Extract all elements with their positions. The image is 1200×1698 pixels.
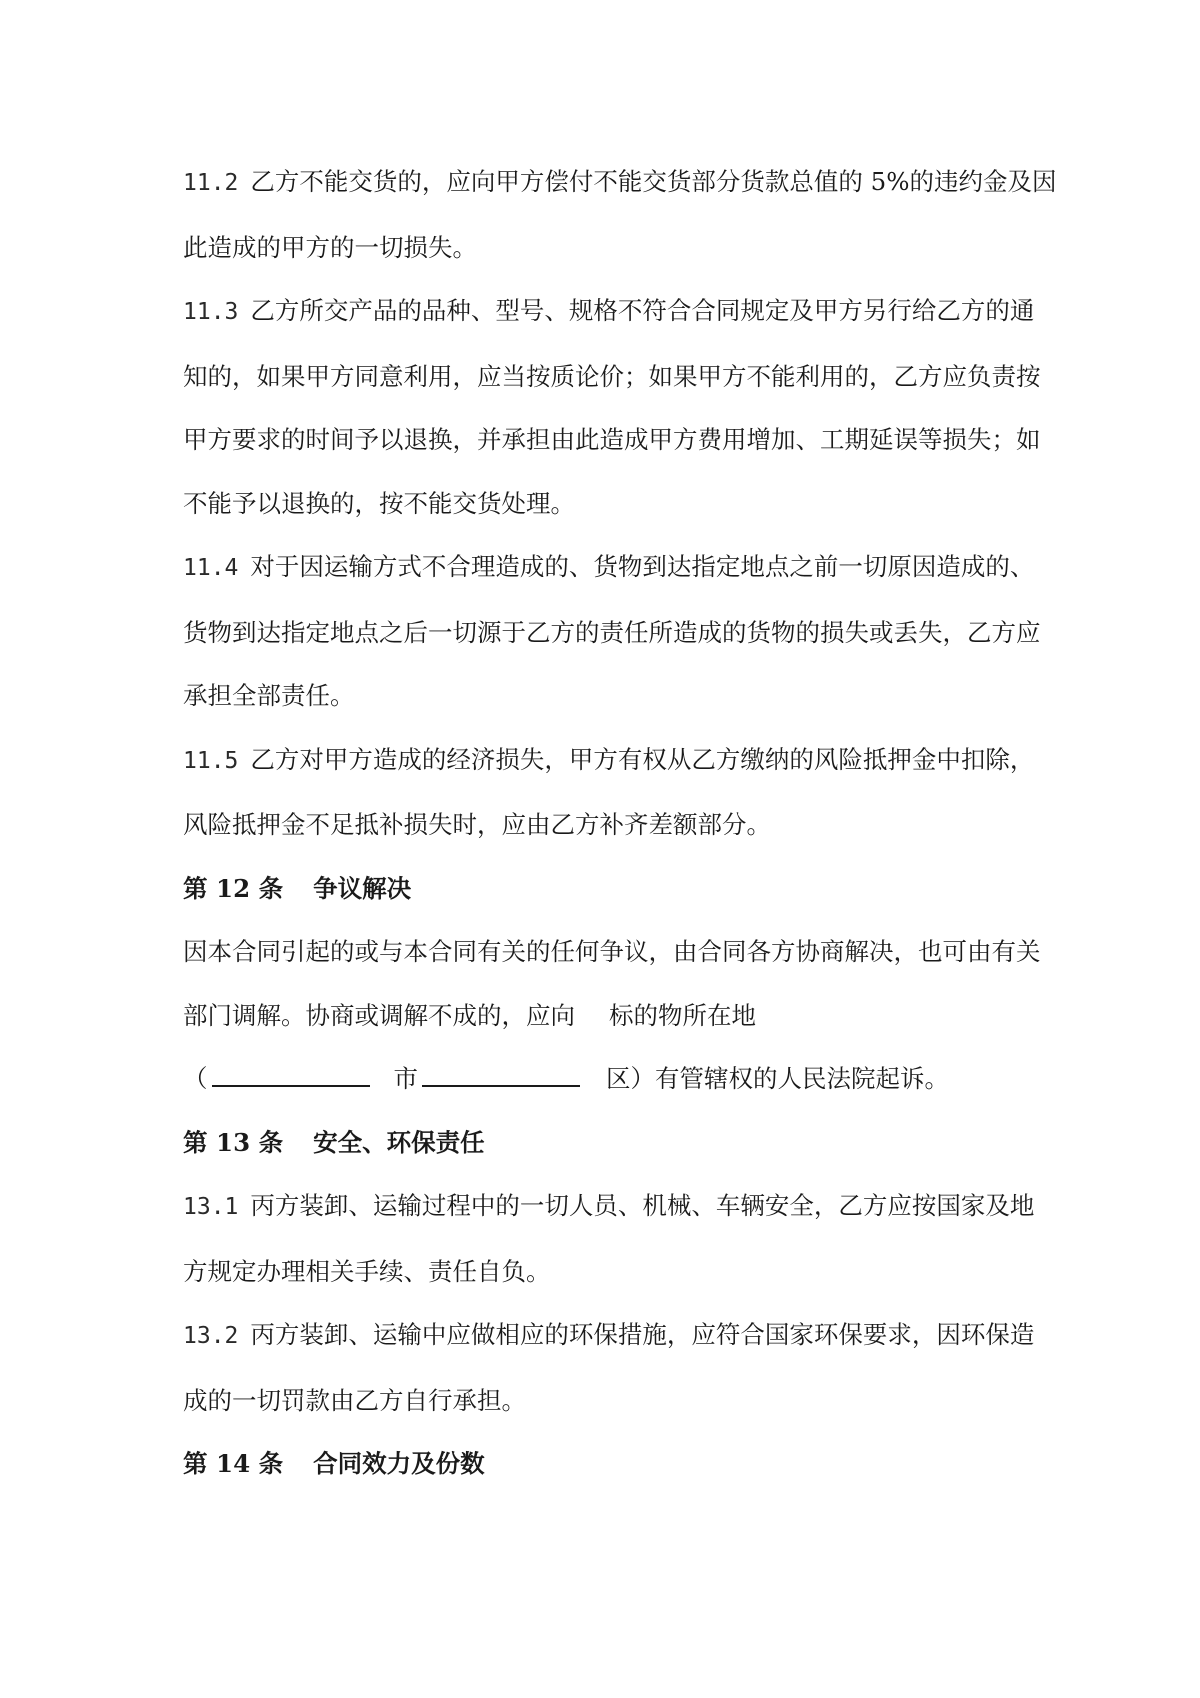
clause-text: 对于因运输方式不合理造成的、货物到达指定地点之前一切原因造成的、 [250, 552, 1035, 581]
article-12-line-2-text-a: 部门调解。协商或调解不成的，应向 [183, 1000, 575, 1030]
district-court-text: 区）有管辖权的人民法院起诉。 [606, 1064, 949, 1093]
article-suffix: 条 [258, 873, 284, 903]
clause-11-4 [183, 535, 1041, 728]
clause-11-3-line-4: 不能予以退换的，按不能交货处理。 [183, 488, 575, 518]
article-number: 14 [216, 1449, 251, 1478]
article-suffix: 条 [258, 1449, 284, 1478]
article-prefix: 第 [183, 873, 208, 903]
clause-number: 11.5 [183, 747, 239, 774]
clause-11-3-line-2: 知的，如果甲方同意利用，应当按质论价；如果甲方不能利用的，乙方应负责按 [183, 361, 1041, 391]
article-title: 安全、环保责任 [313, 1127, 485, 1157]
article-suffix: 条 [258, 1127, 284, 1157]
article-14-heading [183, 1432, 1023, 1496]
clause-11-3 [183, 279, 1041, 535]
clause-13-1-line-2: 方规定办理相关手续、责任自负。 [183, 1256, 551, 1286]
clause-11-2 [183, 150, 1057, 279]
clause-11-4-line-2: 货物到达指定地点之后一切源于乙方的责任所造成的货物的损失或丢失，乙方应 [183, 617, 1041, 647]
clause-11-3-line-1 [183, 279, 1035, 345]
article-prefix: 第 [183, 1449, 208, 1478]
clause-number: 11.2 [183, 170, 239, 196]
clause-number: 11.4 [183, 555, 239, 581]
clause-text: 乙方所交产品的品种、型号、规格不符合合同规定及甲方另行给乙方的通 [250, 296, 1035, 325]
article-13-heading [183, 1111, 1023, 1175]
clause-text: 乙方不能交货的，应向甲方偿付不能交货部分货款总值的 5%的违约金及因 [250, 167, 1057, 196]
clause-number: 13.1 [183, 1194, 239, 1220]
clause-text: 丙方装卸、运输过程中的一切人员、机械、车辆安全，乙方应按国家及地 [250, 1191, 1035, 1220]
city-label: 市 [393, 1064, 418, 1093]
clause-11-5-line-2: 风险抵押金不足抵补损失时，应由乙方补齐差额部分。 [183, 810, 771, 839]
article-12-line-1: 因本合同引起的或与本合同有关的任何争议，由合同各方协商解决，也可由有关 [183, 937, 1041, 966]
clause-11-3-line-3: 甲方要求的时间予以退换，并承担由此造成甲方费用增加、工期延误等损失；如 [183, 425, 1041, 454]
article-12-body [183, 920, 1041, 1111]
clause-13-2 [183, 1303, 1035, 1432]
clause-11-4-line-3: 承担全部责任。 [183, 681, 355, 710]
city-blank-field[interactable] [212, 1065, 370, 1087]
clause-11-2-line-1 [183, 150, 1057, 216]
clause-11-5 [183, 728, 1035, 857]
article-12-heading [183, 857, 1023, 921]
article-title: 合同效力及份数 [313, 1449, 485, 1478]
article-12-line-2-text-b: 标的物所在地 [609, 1000, 756, 1030]
clause-13-1 [183, 1174, 1035, 1303]
clause-13-1-line-1 [183, 1174, 1035, 1240]
document-body [183, 150, 1057, 1496]
clause-11-2-line-2: 此造成的甲方的一切损失。 [183, 232, 477, 262]
clause-number: 11.3 [183, 299, 239, 325]
clause-text: 丙方装卸、运输中应做相应的环保措施，应符合国家环保要求，因环保造 [250, 1320, 1035, 1349]
article-title: 争议解决 [313, 873, 412, 903]
article-number: 13 [216, 1127, 251, 1157]
district-blank-field[interactable] [422, 1065, 580, 1087]
article-number: 12 [216, 873, 251, 903]
clause-11-4-line-1 [183, 535, 1035, 601]
clause-11-5-line-1 [183, 728, 1035, 794]
open-paren: （ [183, 1064, 208, 1093]
clause-number: 13.2 [183, 1323, 239, 1349]
clause-text: 乙方对甲方造成的经济损失，甲方有权从乙方缴纳的风险抵押金中扣除， [250, 744, 1035, 774]
article-12-line-2 [183, 984, 1023, 1048]
article-prefix: 第 [183, 1127, 208, 1157]
clause-13-2-line-2: 成的一切罚款由乙方自行承担。 [183, 1385, 526, 1415]
article-12-line-3 [183, 1047, 1023, 1111]
clause-13-2-line-1 [183, 1303, 1035, 1369]
